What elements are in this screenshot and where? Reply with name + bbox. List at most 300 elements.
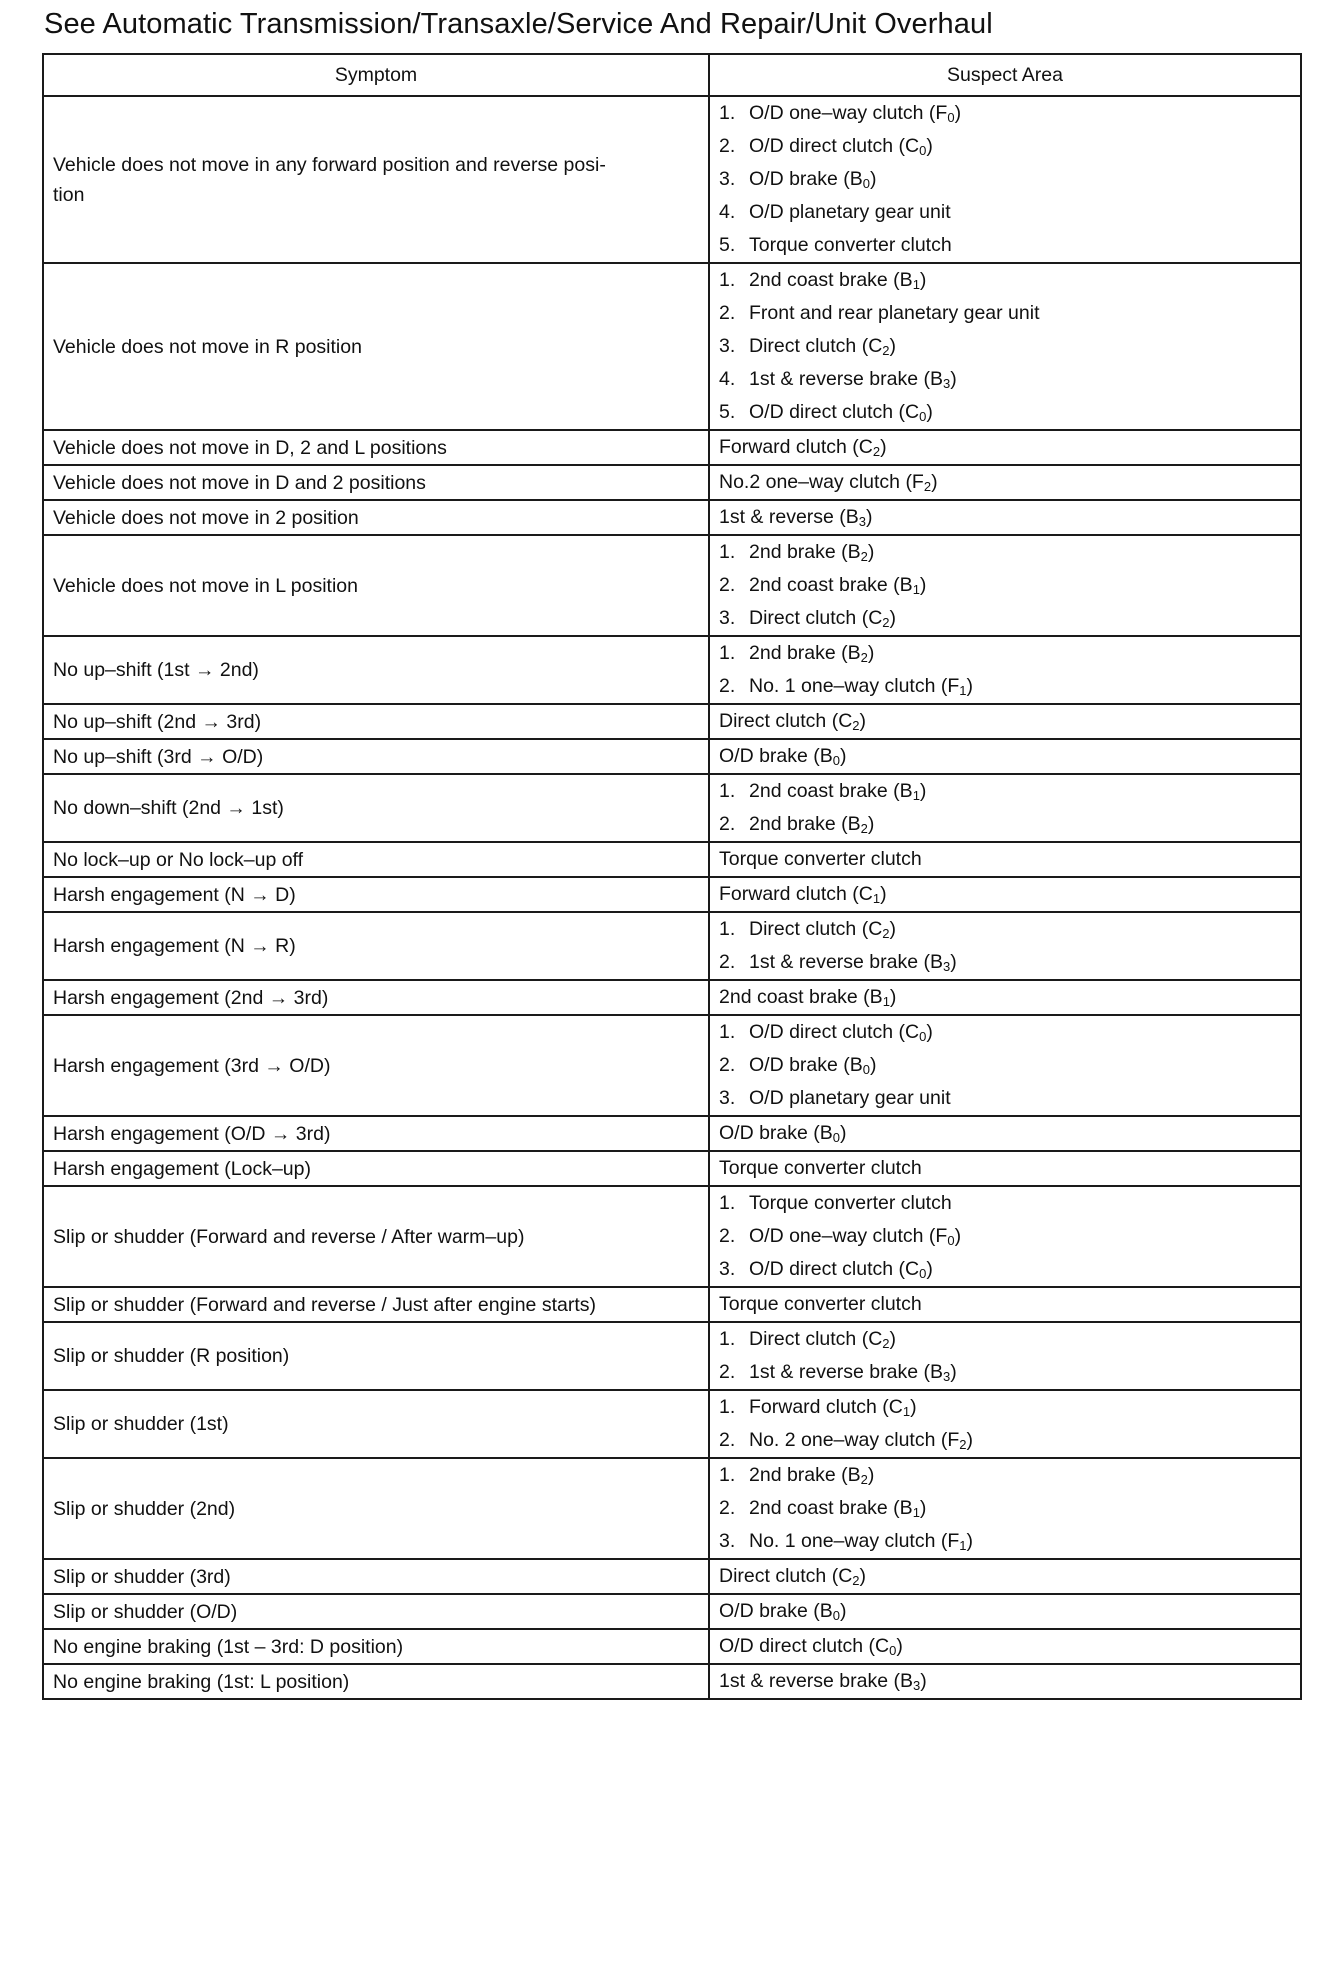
suspect-area-text-end: ) (859, 1565, 867, 1587)
item-number: 1. (719, 642, 736, 664)
symptom-cell (43, 1186, 709, 1287)
component-subscript: 3 (913, 1678, 921, 1693)
suspect-area-text-end: ) (840, 745, 847, 767)
suspect-area-text: O/D direct clutch (C (749, 401, 920, 423)
suspect-area-text: O/D one–way clutch (F (749, 1225, 948, 1247)
suspect-area-text: O/D brake (B (719, 1600, 833, 1622)
suspect-area-text: 2nd brake (B (749, 541, 861, 563)
suspect-area-text-end: ) (889, 335, 897, 357)
symptom-cell (43, 980, 709, 1015)
component-subscript: 0 (919, 409, 927, 424)
suspect-area-item (719, 163, 1291, 196)
item-number: 3. (719, 335, 736, 357)
item-number: 3. (719, 168, 736, 190)
table-row (43, 1559, 1301, 1594)
suspect-area-text-end: ) (889, 986, 897, 1008)
suspect-area-text-end: ) (950, 368, 957, 390)
table-row (43, 1186, 1301, 1287)
table-row (43, 980, 1301, 1015)
component-subscript: 2 (860, 1472, 868, 1487)
suspect-area-text-end: ) (866, 506, 873, 528)
table-row (43, 96, 1301, 263)
symptom-text: No down–shift (2nd → 1st) (53, 797, 284, 819)
item-number: 1. (719, 1396, 736, 1418)
symptom-text: Harsh engagement (2nd → 3rd) (53, 986, 329, 1009)
component-subscript: 3 (943, 959, 951, 974)
component-subscript: 0 (862, 1062, 871, 1077)
item-number: 2. (719, 1497, 736, 1519)
suspect-area-text-end: ) (867, 1464, 875, 1486)
component-subscript: 1 (912, 277, 920, 292)
suspect-area-cell (709, 535, 1301, 636)
table-row (43, 263, 1301, 430)
symptom-text: No up–shift (3rd → O/D) (53, 745, 264, 768)
item-number: 1. (719, 780, 736, 802)
item-number: 3. (719, 1530, 736, 1552)
symptom-text: Vehicle does not move in R position (53, 335, 362, 358)
suspect-area-text-end: ) (840, 1122, 847, 1144)
item-number: 2. (719, 302, 736, 324)
suspect-area-item (719, 1288, 1291, 1321)
component-subscript: 1 (912, 1505, 920, 1520)
symptom-text: Slip or shudder (3rd) (53, 1565, 231, 1588)
component-subscript: 2 (860, 821, 868, 836)
suspect-area-text: No. 1 one–way clutch (F (749, 675, 960, 697)
suspect-area-text: 2nd coast brake (B (749, 780, 913, 802)
symptom-cell (43, 1390, 709, 1458)
component-subscript: 0 (919, 1029, 927, 1044)
symptom-cell (43, 1559, 709, 1594)
component-subscript: 1 (872, 891, 881, 906)
table-row (43, 465, 1301, 500)
suspect-area-cell (709, 1559, 1301, 1594)
suspect-area-text-end: ) (870, 1054, 877, 1076)
suspect-area-text-end: ) (867, 541, 875, 563)
suspect-area-text-end: ) (910, 1396, 917, 1418)
suspect-area-item (719, 1356, 1291, 1389)
suspect-area-cell (709, 842, 1301, 877)
suspect-area-text-end: ) (919, 269, 927, 291)
suspect-area-cell (709, 500, 1301, 535)
symptom-text: Harsh engagement (O/D → 3rd) (53, 1122, 331, 1145)
suspect-area-item (719, 196, 1291, 229)
suspect-area-text-end: ) (870, 168, 877, 190)
table-row (43, 1322, 1301, 1390)
item-number: 2. (719, 1429, 736, 1451)
suspect-area-text-end: ) (919, 1497, 927, 1519)
item-number: 5. (719, 401, 736, 423)
suspect-area-text: 1st & reverse brake (B (719, 1670, 913, 1692)
suspect-area-text-end: ) (867, 642, 875, 664)
component-subscript: 2 (882, 926, 890, 941)
suspect-area-text: O/D direct clutch (C (719, 1635, 890, 1657)
symptom-cell (43, 1629, 709, 1664)
component-subscript: 2 (872, 444, 881, 459)
symptom-cell (43, 1322, 709, 1390)
suspect-area-item (719, 569, 1291, 602)
suspect-area-item (719, 1253, 1291, 1286)
symptom-cell (43, 912, 709, 980)
symptom-cell (43, 96, 709, 263)
suspect-area-text-end: ) (919, 574, 927, 596)
suspect-area-item (719, 1049, 1291, 1082)
suspect-area-text: O/D brake (B (719, 1122, 833, 1144)
item-number: 1. (719, 918, 736, 940)
suspect-area-cell (709, 1287, 1301, 1322)
suspect-area-text-end: ) (919, 780, 927, 802)
symptom-cell (43, 1287, 709, 1322)
suspect-area-text: Forward clutch (C (749, 1396, 903, 1418)
item-number: 5. (719, 234, 736, 256)
suspect-area-cell (709, 704, 1301, 739)
suspect-area-text: Direct clutch (C (749, 1328, 883, 1350)
suspect-area-text: O/D direct clutch (C (749, 1021, 920, 1043)
suspect-area-text-end: ) (889, 607, 897, 629)
symptom-text: No up–shift (2nd → 3rd) (53, 710, 262, 733)
item-number: 1. (719, 269, 736, 291)
item-number: 2. (719, 574, 736, 596)
table-row (43, 1664, 1301, 1699)
suspect-area-item (719, 1459, 1291, 1492)
suspect-area-item (719, 431, 1291, 464)
table-row (43, 1458, 1301, 1559)
table-row (43, 535, 1301, 636)
component-subscript: 1 (912, 582, 920, 597)
suspect-area-text-end: ) (926, 135, 933, 157)
suspect-area-text-end: ) (926, 1258, 933, 1280)
suspect-area-text-end: ) (880, 436, 887, 458)
suspect-area-text-end: ) (889, 918, 897, 940)
table-row (43, 636, 1301, 704)
component-subscript: 3 (943, 1369, 951, 1384)
symptom-cell (43, 774, 709, 842)
table-row (43, 912, 1301, 980)
table-row (43, 1015, 1301, 1116)
suspect-area-cell (709, 263, 1301, 430)
component-subscript: 2 (882, 343, 890, 358)
suspect-area-item (719, 637, 1291, 670)
suspect-area-item (719, 913, 1291, 946)
symptom-cell (43, 430, 709, 465)
suspect-area-text-end: ) (950, 1361, 957, 1383)
suspect-area-text: O/D planetary gear unit (749, 1087, 951, 1109)
table-row (43, 1116, 1301, 1151)
page-title: See Automatic Transmission/Transaxle/Service And Repair/Unit Overhaul (44, 8, 993, 40)
suspect-area-text: Direct clutch (C (719, 1565, 853, 1587)
suspect-area-text: Forward clutch (C (719, 883, 873, 905)
suspect-area-item (719, 297, 1291, 330)
suspect-area-text-end: ) (896, 1635, 903, 1657)
suspect-area-item (719, 1665, 1291, 1698)
suspect-area-item (719, 670, 1291, 703)
suspect-area-text: 1st & reverse brake (B (749, 951, 943, 973)
suspect-area-text-end: ) (954, 1225, 962, 1247)
symptom-text: No lock–up or No lock–up off (53, 848, 304, 871)
suspect-area-cell (709, 1664, 1301, 1699)
suspect-area-cell (709, 1186, 1301, 1287)
suspect-area-item (719, 1220, 1291, 1253)
suspect-area-cell (709, 1629, 1301, 1664)
symptom-text: No engine braking (1st: L position) (53, 1670, 350, 1693)
suspect-area-item (719, 1187, 1291, 1220)
symptom-text: Vehicle does not move in L position (53, 574, 358, 597)
suspect-area-text: 1st & reverse brake (B (749, 368, 943, 390)
table-header-row (43, 54, 1301, 96)
suspect-area-item (719, 536, 1291, 569)
suspect-area-item (719, 602, 1291, 635)
suspect-area-cell (709, 465, 1301, 500)
component-subscript: 1 (882, 994, 890, 1009)
component-subscript: 0 (832, 753, 841, 768)
suspect-area-text: O/D planetary gear unit (749, 201, 951, 223)
suspect-area-cell (709, 1116, 1301, 1151)
symptom-cell (43, 704, 709, 739)
item-number: 1. (719, 1328, 736, 1350)
suspect-area-text-end: ) (920, 1670, 927, 1692)
suspect-area-text: O/D direct clutch (C (749, 1258, 920, 1280)
suspect-area-item (719, 705, 1291, 738)
component-subscript: 0 (832, 1130, 841, 1145)
suspect-area-cell (709, 739, 1301, 774)
suspect-area-item (719, 775, 1291, 808)
suspect-area-text-end: ) (950, 951, 957, 973)
suspect-area-cell (709, 636, 1301, 704)
item-number: 2. (719, 1225, 736, 1247)
suspect-area-text-end: ) (889, 1328, 897, 1350)
suspect-area-item (719, 264, 1291, 297)
suspect-area-text-end: ) (880, 883, 887, 905)
symptom-cell (43, 535, 709, 636)
symptom-cell (43, 500, 709, 535)
table-row (43, 430, 1301, 465)
suspect-area-text-end: ) (859, 710, 867, 732)
suspect-area-cell (709, 1151, 1301, 1186)
symptom-cell (43, 739, 709, 774)
symptom-cell (43, 1594, 709, 1629)
item-number: 2. (719, 1361, 736, 1383)
suspect-area-text-end: ) (966, 1530, 973, 1552)
suspect-area-item (719, 1152, 1291, 1185)
item-number: 1. (719, 1192, 736, 1214)
suspect-area-text: O/D brake (B (719, 745, 833, 767)
suspect-area-text: 2nd brake (B (749, 1464, 861, 1486)
component-subscript: 0 (832, 1608, 841, 1623)
suspect-area-text-end: ) (926, 1021, 933, 1043)
table-row (43, 704, 1301, 739)
component-subscript: 0 (889, 1643, 897, 1658)
symptom-text: Vehicle does not move in D, 2 and L positions (53, 436, 447, 459)
suspect-area-item (719, 740, 1291, 773)
item-number: 3. (719, 607, 736, 629)
suspect-area-text: O/D brake (B (749, 1054, 863, 1076)
suspect-area-item (719, 501, 1291, 534)
suspect-area-item (719, 130, 1291, 163)
suspect-area-text: No. 1 one–way clutch (F (749, 1530, 960, 1552)
column-header-suspect-area: Suspect Area (709, 54, 1301, 96)
suspect-area-item (719, 466, 1291, 499)
suspect-area-text: Torque converter clutch (719, 1157, 922, 1179)
suspect-area-text-end: ) (966, 1429, 973, 1451)
suspect-area-cell (709, 877, 1301, 912)
component-subscript: 1 (912, 788, 920, 803)
suspect-area-text-end: ) (867, 813, 875, 835)
suspect-area-text: 1st & reverse (B (719, 506, 859, 528)
symptom-text: Slip or shudder (Forward and reverse / After warm–up) (53, 1225, 525, 1248)
suspect-area-item (719, 1117, 1291, 1150)
symptom-text: Slip or shudder (R position) (53, 1345, 290, 1367)
suspect-area-text: O/D brake (B (749, 168, 863, 190)
suspect-area-item (719, 981, 1291, 1014)
item-number: 1. (719, 1021, 736, 1043)
table-row (43, 1629, 1301, 1664)
symptom-text: Vehicle does not move in D and 2 positions (53, 471, 426, 494)
component-subscript: 1 (959, 683, 967, 698)
suspect-area-item (719, 808, 1291, 841)
component-subscript: 0 (947, 110, 955, 125)
suspect-area-text: Front and rear planetary gear unit (749, 302, 1040, 324)
suspect-area-item (719, 1424, 1291, 1457)
suspect-area-text: Torque converter clutch (749, 1192, 952, 1214)
suspect-area-item (719, 1525, 1291, 1558)
item-number: 2. (719, 135, 736, 157)
symptom-cell (43, 636, 709, 704)
item-number: 2. (719, 1054, 736, 1076)
suspect-area-cell (709, 430, 1301, 465)
suspect-area-text: Direct clutch (C (749, 607, 883, 629)
table-body (43, 96, 1301, 1699)
column-header-symptom: Symptom (43, 54, 709, 96)
suspect-area-text: O/D one–way clutch (F (749, 102, 948, 124)
symptom-text: Vehicle does not move in 2 position (53, 506, 359, 529)
suspect-area-cell (709, 980, 1301, 1015)
table-row (43, 774, 1301, 842)
symptom-text: Slip or shudder (Forward and reverse / Just after engine starts) (53, 1293, 596, 1316)
suspect-area-text-end: ) (926, 401, 933, 423)
table-row (43, 1151, 1301, 1186)
symptom-text: No engine braking (1st – 3rd: D position) (53, 1635, 404, 1658)
suspect-area-text: 2nd coast brake (B (719, 986, 883, 1008)
suspect-area-item (719, 1492, 1291, 1525)
suspect-area-item (719, 1560, 1291, 1593)
component-subscript: 0 (919, 1266, 927, 1281)
suspect-area-cell (709, 912, 1301, 980)
suspect-area-text: Direct clutch (C (749, 335, 883, 357)
component-subscript: 2 (882, 1336, 890, 1351)
symptom-text: No up–shift (1st → 2nd) (53, 659, 259, 681)
suspect-area-text-end: ) (954, 102, 962, 124)
suspect-area-text: Torque converter clutch (719, 848, 922, 870)
suspect-area-item (719, 363, 1291, 396)
symptom-text: Harsh engagement (3rd → O/D) (53, 1054, 331, 1077)
symptom-text: Vehicle does not move in any forward position and reverse posi- tion (53, 153, 606, 206)
suspect-area-cell (709, 774, 1301, 842)
suspect-area-item (719, 946, 1291, 979)
suspect-area-item (719, 1016, 1291, 1049)
symptom-cell (43, 1151, 709, 1186)
symptom-cell (43, 1458, 709, 1559)
symptom-cell (43, 1015, 709, 1116)
suspect-area-text: Torque converter clutch (719, 1293, 922, 1315)
component-subscript: 0 (862, 176, 871, 191)
suspect-area-text: 2nd brake (B (749, 642, 861, 664)
symptom-cell (43, 465, 709, 500)
suspect-area-item (719, 1630, 1291, 1663)
table-row (43, 1390, 1301, 1458)
symptom-cell (43, 877, 709, 912)
suspect-area-item (719, 1323, 1291, 1356)
component-subscript: 3 (943, 376, 951, 391)
component-subscript: 1 (959, 1538, 967, 1553)
suspect-area-text: 2nd coast brake (B (749, 269, 913, 291)
suspect-area-cell (709, 96, 1301, 263)
suspect-area-text-end: ) (840, 1600, 847, 1622)
suspect-area-text: No. 2 one–way clutch (F (749, 1429, 960, 1451)
suspect-area-item (719, 330, 1291, 363)
item-number: 3. (719, 1258, 736, 1280)
suspect-area-item (719, 878, 1291, 911)
item-number: 1. (719, 1464, 736, 1486)
table-row (43, 877, 1301, 912)
item-number: 4. (719, 368, 736, 390)
symptom-cell (43, 263, 709, 430)
suspect-area-cell (709, 1390, 1301, 1458)
symptom-text: Harsh engagement (N → R) (53, 935, 296, 957)
table-row (43, 1594, 1301, 1629)
item-number: 1. (719, 541, 736, 563)
item-number: 2. (719, 675, 736, 697)
table-row (43, 739, 1301, 774)
symptom-text: Harsh engagement (N → D) (53, 883, 296, 906)
suspect-area-cell (709, 1594, 1301, 1629)
suspect-area-cell (709, 1015, 1301, 1116)
suspect-area-item (719, 843, 1291, 876)
suspect-area-text: Torque converter clutch (749, 234, 952, 256)
suspect-area-item (719, 396, 1291, 429)
item-number: 2. (719, 813, 736, 835)
symptom-text: Slip or shudder (1st) (53, 1413, 229, 1435)
table-row (43, 842, 1301, 877)
suspect-area-item (719, 1595, 1291, 1628)
suspect-area-text: 2nd brake (B (749, 813, 861, 835)
component-subscript: 2 (860, 650, 868, 665)
suspect-area-item (719, 1391, 1291, 1424)
component-subscript: 1 (902, 1404, 911, 1419)
component-subscript: 2 (959, 1437, 967, 1452)
symptom-table (42, 53, 1302, 1700)
suspect-area-item (719, 1082, 1291, 1115)
symptom-cell (43, 1664, 709, 1699)
suspect-area-text: 2nd coast brake (B (749, 574, 913, 596)
item-number: 1. (719, 102, 736, 124)
suspect-area-text: 2nd coast brake (B (749, 1497, 913, 1519)
symptom-text: Harsh engagement (Lock–up) (53, 1157, 311, 1180)
component-subscript: 2 (852, 718, 860, 733)
table-row (43, 500, 1301, 535)
suspect-area-text: Direct clutch (C (749, 918, 883, 940)
symptom-cell (43, 842, 709, 877)
suspect-area-item (719, 97, 1291, 130)
suspect-area-text-end: ) (931, 471, 938, 493)
suspect-area-cell (709, 1458, 1301, 1559)
suspect-area-text: No.2 one–way clutch (F (719, 471, 924, 493)
component-subscript: 0 (947, 1233, 955, 1248)
component-subscript: 2 (882, 615, 890, 630)
item-number: 2. (719, 951, 736, 973)
item-number: 4. (719, 201, 736, 223)
suspect-area-text: 1st & reverse brake (B (749, 1361, 943, 1383)
component-subscript: 2 (860, 549, 868, 564)
symptom-text: Slip or shudder (O/D) (53, 1600, 238, 1623)
